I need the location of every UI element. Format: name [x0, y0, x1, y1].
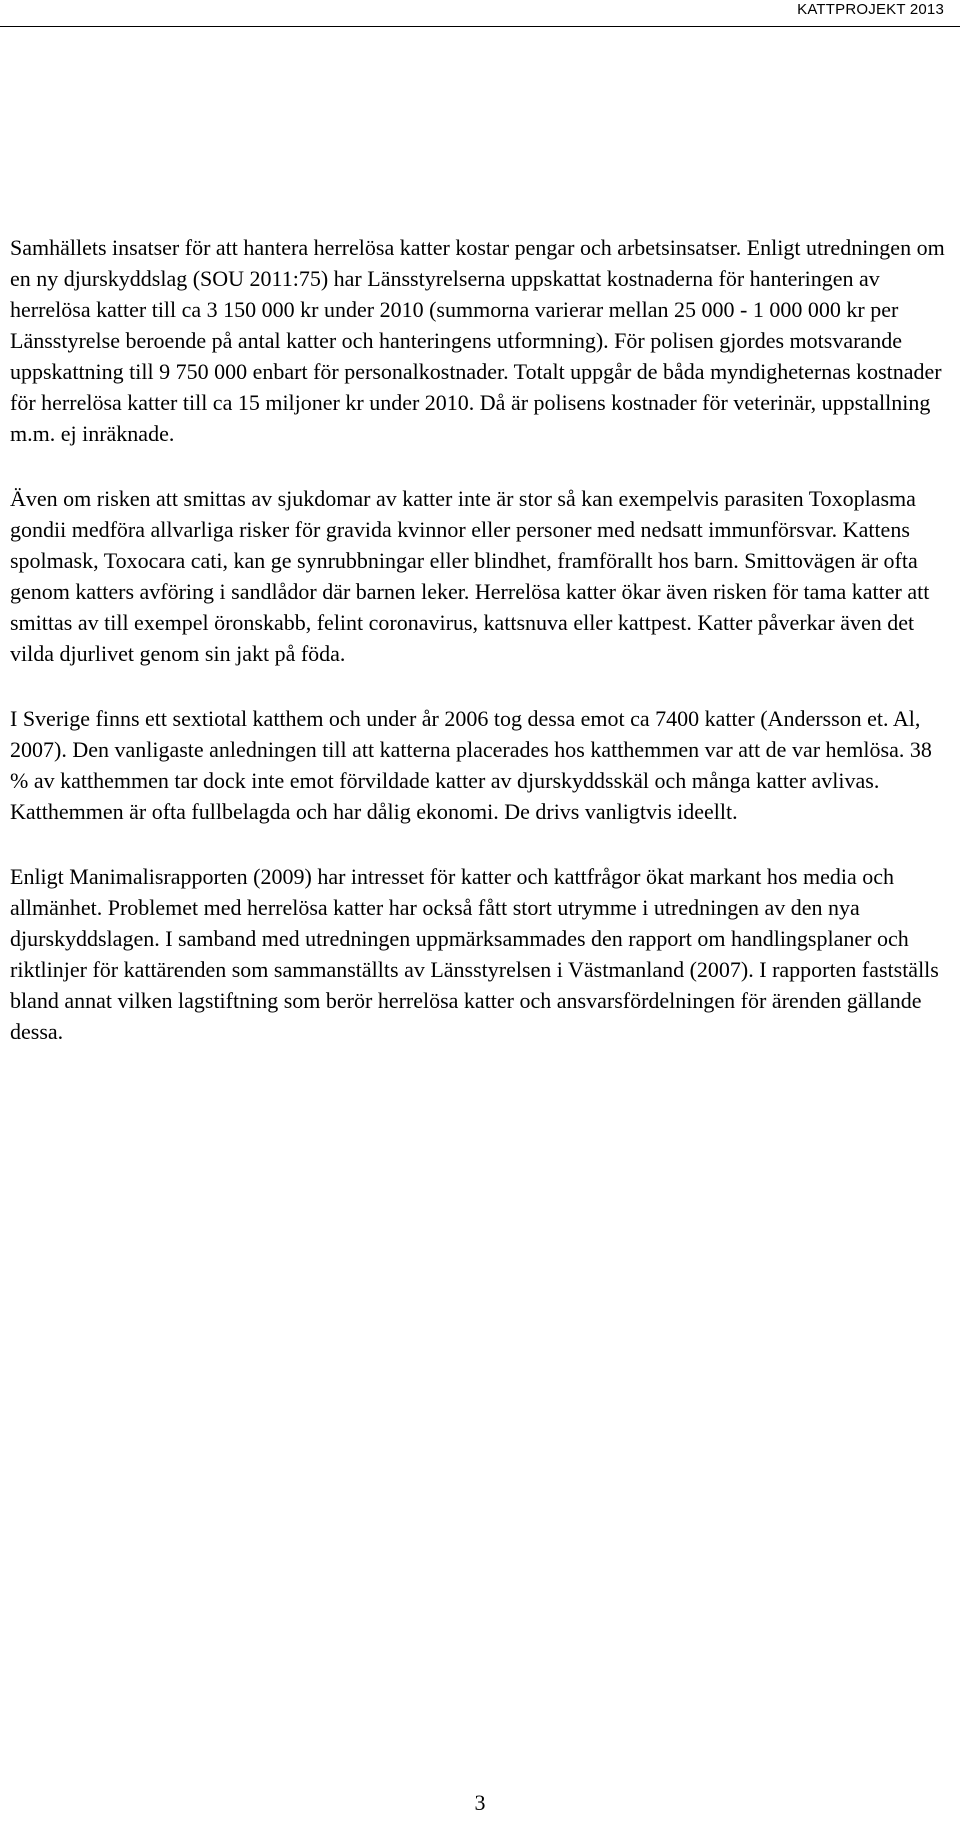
paragraph-manimalis-report: Enligt Manimalisrapporten (2009) har intresset för katter och kattfrågor ökat markant hos media och allmänhet. Problemet med herrelösa katter har också fått stort utrymme i utredningen av den nya djurskyddslagen. I samband med utredningen uppmärksammades den rapport om handlingsplaner och riktlinjer för kattärenden som sammanställts av Länsstyrelsen i Västmanland (2007). I rapporten fastställs bland annat vilken lagstiftning som berör herrelösa katter och ansvarsfördelningen för ärenden gällande dessa. — [10, 864, 939, 1044]
paragraph-costs: Samhällets insatser för att hantera herrelösa katter kostar pengar och arbetsinsatser. Enligt utredningen om en ny djurskyddslag (SOU 2011:75) har Länsstyrelserna uppskattat kostnaderna för hanteringen av herrelösa katter till ca 3 150 000 kr under 2010 (summorna varierar mellan 25 000 - 1 000 000 kr per Länsstyrelse beroende på antal katter och hanteringens utformning). För polisen gjordes motsvarande uppskattning till 9 750 000 enbart för personalkostnader. Totalt uppgår de båda myndigheternas kostnader för herrelösa katter till ca 15 miljoner kr under 2010. Då är polisens kostnader för veterinär, uppstallning m.m. ej inräknade. — [10, 235, 945, 446]
document-body — [10, 232, 950, 1081]
paragraph-cat-shelters: I Sverige finns ett sextiotal katthem och under år 2006 tog dessa emot ca 7400 katter (Andersson et. Al, 2007). Den vanligaste anledningen till att katterna placerades hos katthemmen var att de var hemlösa. 38 % av katthemmen tar dock inte emot förvildade katter av djurskyddsskäl och många katter avlivas. Katthemmen är ofta fullbelagda och har dålig ekonomi. De drivs vanligtvis ideellt. — [10, 706, 932, 824]
page-header — [0, 0, 960, 27]
header-title: KATTPROJEKT 2013 — [797, 1, 944, 18]
paragraph-disease-risks: Även om risken att smittas av sjukdomar av katter inte är stor så kan exempelvis parasiten Toxoplasma gondii medföra allvarliga risker för gravida kvinnor eller personer med nedsatt immunförsvar. Kattens spolmask, Toxocara cati, kan ge synrubbningar eller blindhet, framförallt hos barn. Smittovägen är ofta genom katters avföring i sandlådor där barnen leker. Herrelösa katter ökar även risken för tama katter att smittas av till exempel öronskabb, felint coronavirus, kattsnuva eller kattpest. Katter påverkar även det vilda djurlivet genom sin jakt på föda. — [10, 486, 930, 666]
page-number: 3 — [474, 1790, 486, 1815]
